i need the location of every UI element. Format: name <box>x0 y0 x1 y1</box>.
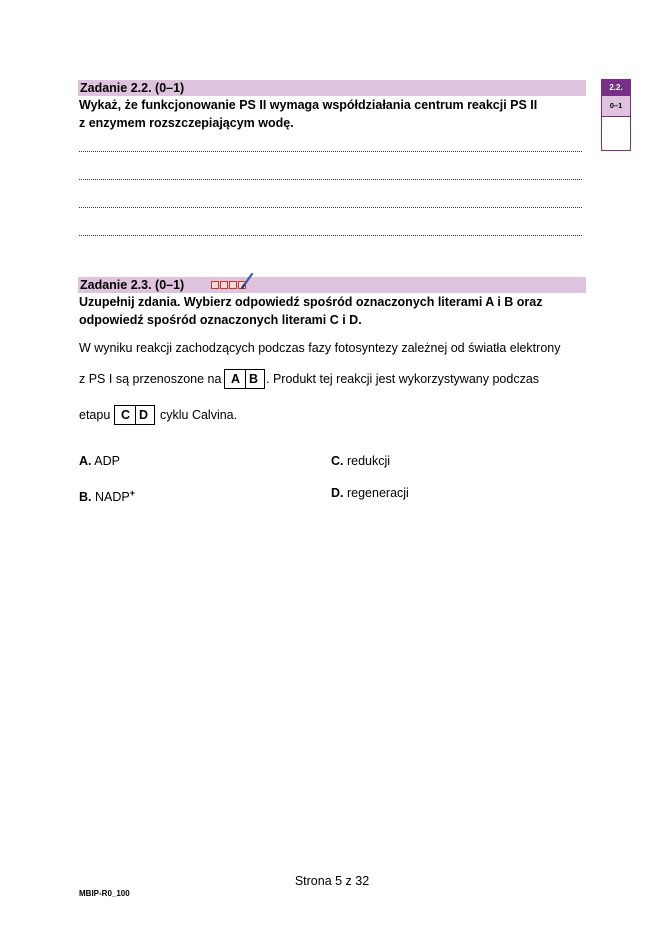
option-a-text: ADP <box>94 454 120 468</box>
task-2-2-instruction-line1: Wykaż, że funkcjonowanie PS II wymaga współdziałania centrum reakcji PS II <box>79 98 538 112</box>
task-2-3-instruction-line1: Uzupełnij zdania. Wybierz odpowiedź spośród oznaczonych literami A i B oraz <box>79 295 543 309</box>
task-2-3-instruction-line2: odpowiedź spośród oznaczonych literami C i D. <box>79 313 362 327</box>
page-number: Strona 5 z 32 <box>294 874 370 888</box>
task-2-3-header: Zadanie 2.3. (0–1) <box>78 277 586 293</box>
task-2-2-instruction-line2: z enzymem rozszczepiającym wodę. <box>79 116 294 130</box>
answer-line[interactable] <box>79 151 582 152</box>
option-a-letter: A. <box>79 454 92 468</box>
option-c <box>331 453 390 469</box>
choice-b[interactable]: B <box>245 370 261 388</box>
choice-d[interactable]: D <box>135 406 151 424</box>
option-a <box>79 453 120 469</box>
score-entry-field[interactable] <box>602 117 630 151</box>
sentence-line2-end: . Produkt tej reakcji jest wykorzystywany podczas <box>266 372 540 386</box>
score-range: 0–1 <box>602 96 630 117</box>
option-b-superscript: + <box>129 488 135 498</box>
edit-tool-icon <box>240 272 254 290</box>
option-d <box>331 485 409 501</box>
sentence-line3-start: etapu <box>79 408 111 422</box>
answer-line[interactable] <box>79 235 582 236</box>
sentence-line2-start: z PS I są przenoszone na <box>79 372 222 386</box>
option-d-text: regeneracji <box>346 486 409 500</box>
choice-box-cd[interactable] <box>114 405 155 425</box>
score-task-number: 2.2. <box>602 80 630 96</box>
document-code: MBIP-R0_100 <box>79 889 130 898</box>
option-b-text: NADP <box>94 490 130 505</box>
task-2-2-instruction <box>79 96 599 132</box>
option-b-letter: B. <box>79 490 92 505</box>
score-box <box>601 79 631 151</box>
sentence-line3-end: cyklu Calvina. <box>160 408 238 422</box>
option-c-letter: C. <box>331 454 344 468</box>
choice-box-ab[interactable] <box>224 369 265 389</box>
option-c-text: redukcji <box>346 454 391 468</box>
answer-line[interactable] <box>79 179 582 180</box>
choice-a[interactable]: A <box>230 372 241 386</box>
answer-line[interactable] <box>79 207 582 208</box>
task-2-3-instruction <box>79 293 599 329</box>
task-2-2-header: Zadanie 2.2. (0–1) <box>78 80 586 96</box>
sentence-line1: W wyniku reakcji zachodzących podczas fazy fotosyntezy zależnej od światła elektrony <box>79 341 561 355</box>
option-b <box>79 485 135 505</box>
choice-c[interactable]: C <box>120 408 131 422</box>
option-d-letter: D. <box>331 486 344 500</box>
